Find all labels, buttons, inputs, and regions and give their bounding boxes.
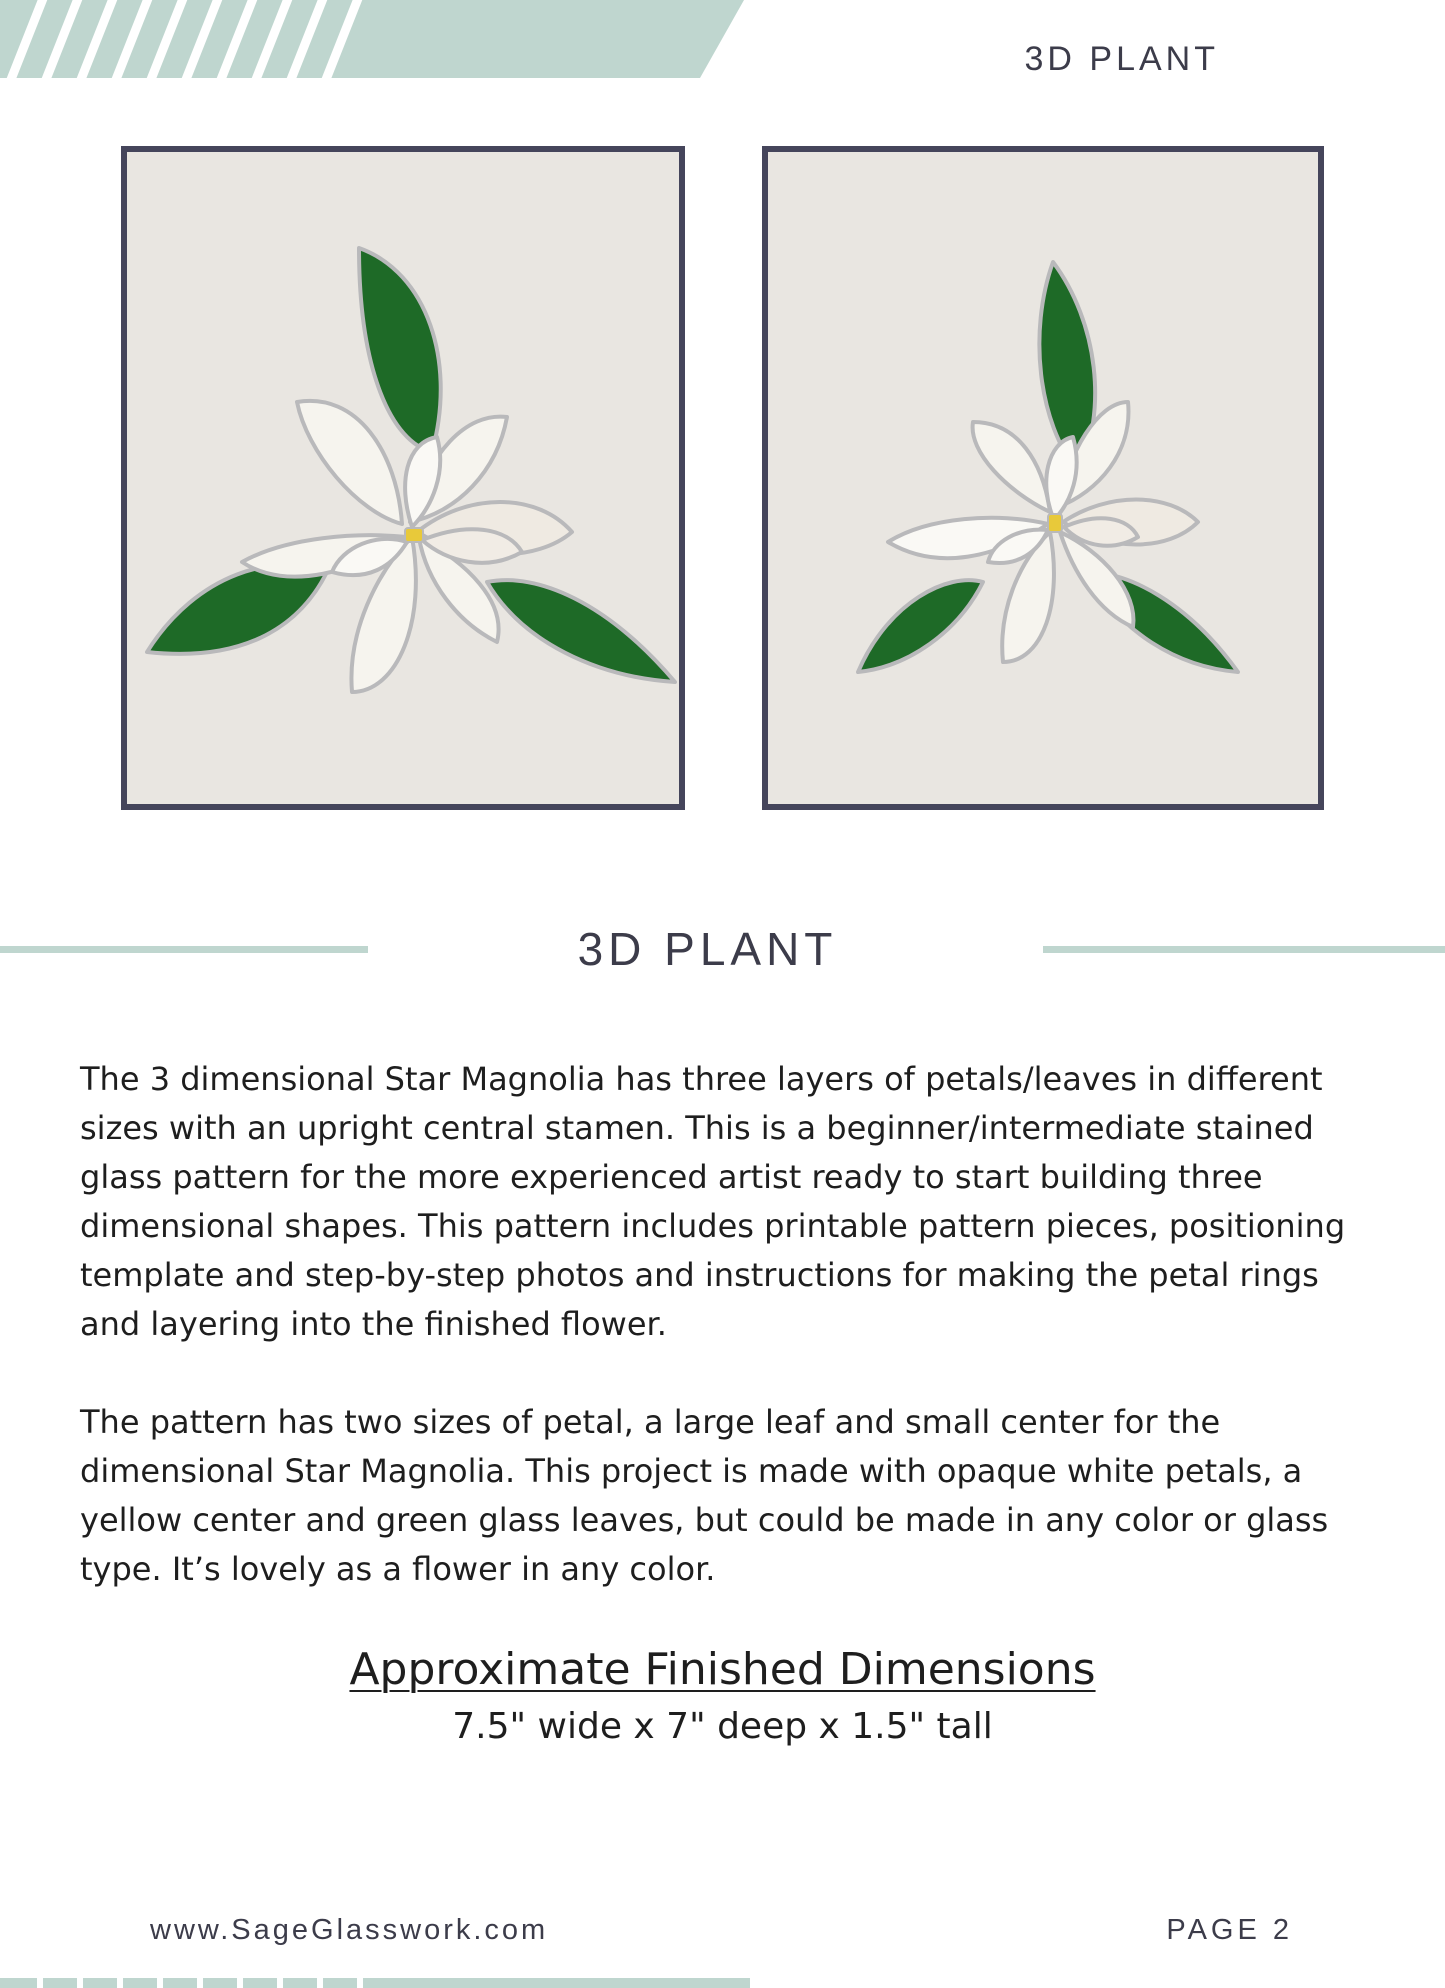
header-title: 3D PLANT [1024, 40, 1219, 78]
dimensions-heading [0, 1644, 1445, 1695]
top-decorative-band [0, 0, 750, 78]
bottom-decorative-band [0, 1978, 750, 1988]
magnolia-illustration-front [127, 152, 679, 804]
magnolia-photo-front [121, 146, 685, 810]
magnolia-illustration-angle [768, 152, 1318, 804]
description-paragraph-2: The pattern has two sizes of petal, a large leaf and small center for the dimensional Star Magnolia. This project is made with opaque white petals, a yellow center and green glass leaves, but could be made in any color or glass type. It’s lovely as a flower in any color. [80, 1403, 1329, 1588]
footer-website: www.SageGlasswork.com [150, 1914, 549, 1946]
dimensions-heading-text: Approximate Finished Dimensions [349, 1644, 1096, 1695]
page-number: PAGE 2 [1166, 1914, 1293, 1946]
description-paragraph-1: The 3 dimensional Star Magnolia has three layers of petals/leaves in different sizes with an upright central stamen. This is a beginner/intermediate stained glass pattern for the more experienced artist ready to start building three dimensional shapes. This pattern includes printable pattern pieces, positioning template and step-by-step photos and instructions for making the petal rings and layering into the finished flower. [80, 1060, 1346, 1343]
dimensions-value: 7.5" wide x 7" deep x 1.5" tall [452, 1706, 993, 1747]
section-title: 3D PLANT [577, 923, 838, 975]
magnolia-photo-angle [762, 146, 1324, 810]
